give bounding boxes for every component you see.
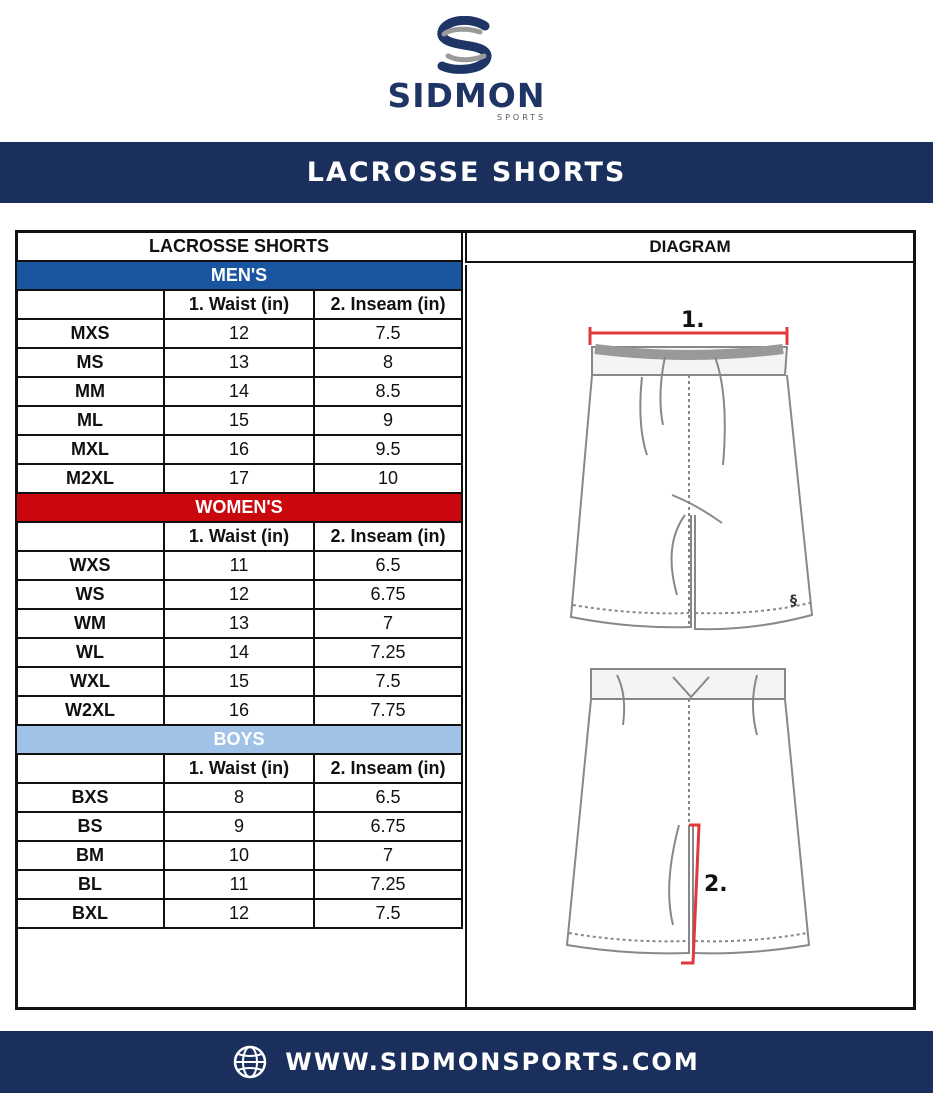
inseam-cell: 9.5 (314, 435, 462, 464)
diagram (465, 265, 913, 1009)
size-cell: WS (16, 580, 164, 609)
waist-cell: 16 (164, 696, 314, 725)
table-row (16, 812, 462, 841)
table-row (16, 580, 462, 609)
waist-cell: 11 (164, 870, 314, 899)
size-cell: W2XL (16, 696, 164, 725)
waist-cell: 14 (164, 638, 314, 667)
size-cell: BM (16, 841, 164, 870)
table-row (16, 841, 462, 870)
size-cell: BXS (16, 783, 164, 812)
shorts-front-drawing (571, 347, 812, 629)
inseam-cell: 8 (314, 348, 462, 377)
inseam-column-header: 2. Inseam (in) (314, 290, 462, 319)
table-row (16, 783, 462, 812)
website-link[interactable]: WWW.SIDMONSPORTS.COM (285, 1048, 700, 1076)
waist-cell: 10 (164, 841, 314, 870)
inseam-cell: 7.5 (314, 319, 462, 348)
table-row (16, 638, 462, 667)
section-row (16, 261, 462, 290)
sidmon-logo-icon (430, 16, 500, 80)
size-cell: WXS (16, 551, 164, 580)
inseam-cell: 7 (314, 609, 462, 638)
column-header-row (16, 754, 462, 783)
waist-column-header: 1. Waist (in) (164, 522, 314, 551)
size-column-header (16, 290, 164, 319)
size-cell: WM (16, 609, 164, 638)
size-cell: M2XL (16, 464, 164, 493)
diagram-header: DIAGRAM (465, 233, 913, 263)
table-row (16, 609, 462, 638)
table-row (16, 551, 462, 580)
table-row (16, 667, 462, 696)
table-row (16, 696, 462, 725)
brand-subtitle: SPORTS (497, 113, 547, 122)
waist-column-header: 1. Waist (in) (164, 754, 314, 783)
svg-text:§: § (790, 593, 797, 609)
inseam-cell: 7.75 (314, 696, 462, 725)
inseam-cell: 7 (314, 841, 462, 870)
table-row (16, 899, 462, 928)
waist-cell: 16 (164, 435, 314, 464)
waist-measure-label: 1. (681, 308, 705, 333)
size-cell: MXS (16, 319, 164, 348)
table-title: LACROSSE SHORTS (16, 232, 462, 261)
size-cell: BS (16, 812, 164, 841)
waist-cell: 12 (164, 319, 314, 348)
inseam-cell: 7.25 (314, 638, 462, 667)
waist-cell: 15 (164, 406, 314, 435)
inseam-cell: 8.5 (314, 377, 462, 406)
table-row (16, 464, 462, 493)
waist-cell: 13 (164, 609, 314, 638)
section-title: WOMEN'S (16, 493, 462, 522)
size-cell: BL (16, 870, 164, 899)
page-title: LACROSSE SHORTS (306, 157, 627, 188)
waist-cell: 13 (164, 348, 314, 377)
section-row (16, 493, 462, 522)
column-header-row (16, 290, 462, 319)
waist-column-header: 1. Waist (in) (164, 290, 314, 319)
waist-cell: 9 (164, 812, 314, 841)
inseam-cell: 6.5 (314, 783, 462, 812)
size-cell: ML (16, 406, 164, 435)
table-row (16, 406, 462, 435)
size-column-header (16, 754, 164, 783)
size-table (15, 231, 463, 929)
size-cell: WXL (16, 667, 164, 696)
waist-cell: 15 (164, 667, 314, 696)
inseam-cell: 6.5 (314, 551, 462, 580)
title-banner (0, 142, 933, 203)
waist-cell: 12 (164, 899, 314, 928)
table-row (16, 377, 462, 406)
waist-cell: 8 (164, 783, 314, 812)
shorts-back-drawing (567, 669, 809, 955)
shorts-diagram (467, 265, 915, 1009)
inseam-cell: 7.5 (314, 667, 462, 696)
inseam-cell: 7.25 (314, 870, 462, 899)
size-cell: MXL (16, 435, 164, 464)
inseam-cell: 10 (314, 464, 462, 493)
size-column-header (16, 522, 164, 551)
table-row (16, 319, 462, 348)
size-cell: WL (16, 638, 164, 667)
inseam-measure-label: 2. (704, 872, 728, 897)
waist-cell: 12 (164, 580, 314, 609)
column-header-row (16, 522, 462, 551)
table-row (16, 348, 462, 377)
waist-cell: 17 (164, 464, 314, 493)
section-title: BOYS (16, 725, 462, 754)
globe-icon (233, 1045, 267, 1079)
size-cell: BXL (16, 899, 164, 928)
inseam-cell: 6.75 (314, 812, 462, 841)
inseam-cell: 6.75 (314, 580, 462, 609)
inseam-column-header: 2. Inseam (in) (314, 754, 462, 783)
footer-banner (0, 1031, 933, 1093)
waist-cell: 11 (164, 551, 314, 580)
brand-name: SIDMON (387, 76, 546, 115)
size-cell: MM (16, 377, 164, 406)
section-title: MEN'S (16, 261, 462, 290)
waist-cell: 14 (164, 377, 314, 406)
table-row (16, 870, 462, 899)
inseam-cell: 9 (314, 406, 462, 435)
inseam-column-header: 2. Inseam (in) (314, 522, 462, 551)
table-header-row (16, 232, 462, 261)
section-row (16, 725, 462, 754)
table-row (16, 435, 462, 464)
inseam-cell: 7.5 (314, 899, 462, 928)
size-cell: MS (16, 348, 164, 377)
logo (0, 0, 933, 142)
